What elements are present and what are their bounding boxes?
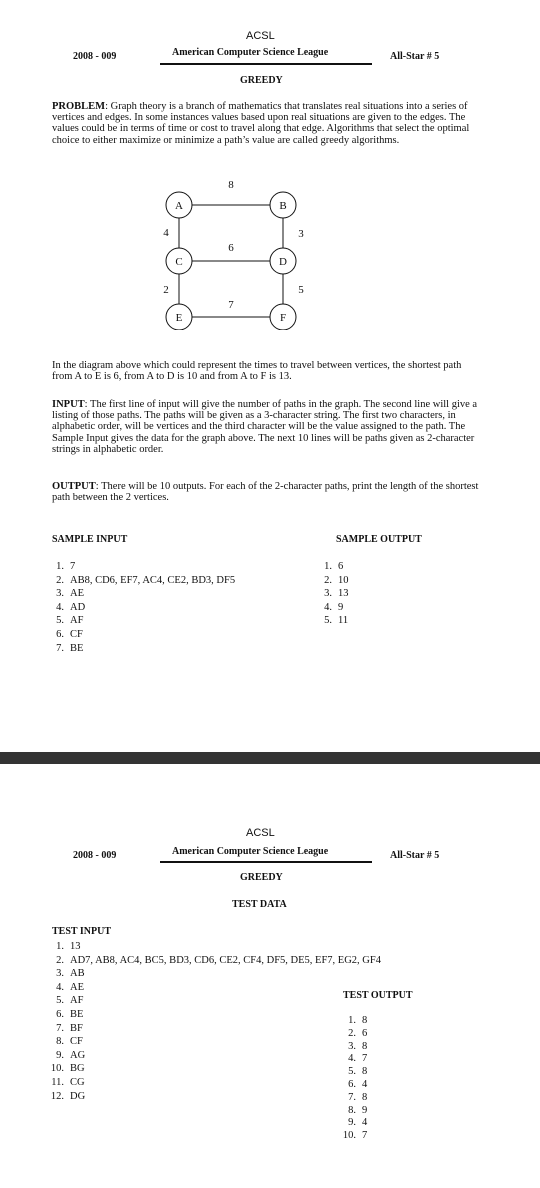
list-item: 4. AE: [56, 981, 84, 993]
test-input-heading: TEST INPUT: [52, 926, 112, 937]
input-label: INPUT: [52, 399, 85, 410]
list-item: 1. 8: [348, 1015, 368, 1026]
list-item: 3. 13: [324, 588, 349, 600]
weight-ac: 4: [163, 227, 169, 239]
list-item: 11. CG: [51, 1076, 85, 1088]
acsl-brand: ACSL: [246, 30, 275, 42]
contest-label: All-Star # 5: [390, 51, 440, 62]
list-item: 1. 6: [324, 561, 344, 572]
list-item: 4. AD: [56, 601, 86, 613]
test-data-title: TEST DATA: [232, 899, 287, 910]
list-item: 4. 9: [324, 601, 344, 613]
test-output-list: [340, 1015, 367, 1143]
test-output-heading: TEST OUTPUT: [343, 990, 413, 1001]
graph-diagram: [150, 170, 320, 330]
sample-output-heading: SAMPLE OUTPUT: [336, 534, 422, 545]
test-input-list: [48, 940, 381, 1103]
weight-ce: 2: [163, 284, 169, 296]
list-item: 7. BF: [56, 1022, 83, 1034]
weight-ef: 7: [228, 299, 234, 311]
weight-bd: 3: [298, 228, 304, 240]
sample-input-heading: SAMPLE INPUT: [52, 534, 128, 545]
node-label-a: A: [175, 200, 183, 212]
node-label-f: F: [279, 312, 287, 324]
problem-text: : Graph theory is a branch of mathematics that translates real situations into a series of vertices and edges. In some instances values based upon real situations are given to the edges. The values could be in terms of time or cost to travel along that edge. Algorithms that select the optimal choice to either maximize or minimize a path’s value are called greedy algorithms.: [52, 101, 470, 146]
topic-title: GREEDY: [240, 75, 283, 86]
list-item: 1. 13: [56, 941, 81, 952]
org-title: American Computer Science League: [172, 846, 329, 857]
list-item: 7. BE: [56, 642, 84, 654]
list-item: 2. AB8, CD6, EF7, AC4, CE2, BD3, DF5: [56, 574, 236, 586]
node-label-c: C: [175, 256, 183, 268]
list-item: 9. 4: [348, 1117, 368, 1129]
diagram-paragraph: In the diagram above which could represent the times to travel between vertices, the shortest path from A to E is 6, from A to D is 10 and from A to F is 13.: [52, 360, 462, 383]
output-paragraph: [52, 481, 482, 503]
input-paragraph: [52, 399, 482, 455]
weight-df: 5: [298, 284, 304, 296]
list-item: 5. 8: [348, 1066, 368, 1078]
org-title: American Computer Science League: [172, 47, 329, 58]
year-label: 2008 - 009: [73, 850, 117, 861]
list-item: 2. AD7, AB8, AC4, BC5, BD3, CD6, CE2, CF4, DF5, DE5, EF7, EG2, GF4: [56, 954, 381, 966]
list-item: 6. BE: [56, 1008, 84, 1020]
list-item: 8. CF: [56, 1036, 83, 1048]
weight-cd: 6: [228, 242, 234, 254]
input-text: : The first line of input will give the number of paths in the graph. The second line will give a listing of those paths. The paths will be given as a 3-character string. The first two characters, in alphabetic order, will be vertices and the third character will be the value assigned to the path. The Sample Input gives the data for the graph above. The next 10 lines will be paths given as 2-character strings in alphabetic order.: [52, 399, 478, 455]
node-label-e: E: [175, 312, 183, 324]
list-item: 1. 7: [56, 561, 76, 572]
output-label: OUTPUT: [52, 481, 96, 492]
list-item: 3. AB: [56, 968, 85, 980]
year-label: 2008 - 009: [73, 51, 117, 62]
list-item: 5. AF: [56, 995, 84, 1007]
header-rule: [160, 63, 372, 65]
list-item: 4. 7: [348, 1053, 368, 1065]
list-item: 12. DG: [50, 1090, 86, 1102]
page-divider: [0, 752, 540, 764]
list-item: 3. 8: [348, 1040, 368, 1052]
list-item: 5. AF: [56, 615, 84, 627]
list-item: 8. 9: [348, 1104, 368, 1116]
list-item: 2. 10: [324, 574, 349, 586]
sample-input-list: [48, 560, 235, 655]
output-text: : There will be 10 outputs. For each of the 2-character paths, print the length of the shortest path between the 2 vertices.: [52, 481, 479, 504]
node-label-d: D: [279, 256, 287, 268]
acsl-brand: ACSL: [246, 827, 275, 839]
list-item: 7. 8: [348, 1091, 368, 1103]
list-item: 6. 4: [348, 1078, 368, 1090]
contest-label: All-Star # 5: [390, 850, 440, 861]
list-item: 9. AG: [56, 1049, 86, 1061]
weight-ab: 8: [228, 179, 234, 191]
list-item: 6. CF: [56, 628, 83, 640]
list-item: 3. AE: [56, 588, 84, 600]
header-rule: [160, 861, 372, 863]
list-item: 10. 7: [342, 1130, 368, 1142]
sample-output-list: [316, 560, 349, 628]
problem-paragraph: [52, 101, 482, 146]
node-label-b: B: [279, 200, 287, 212]
topic-title: GREEDY: [240, 872, 283, 883]
list-item: 2. 6: [348, 1027, 368, 1039]
list-item: 10. BG: [50, 1063, 85, 1075]
problem-label: PROBLEM: [52, 101, 106, 112]
list-item: 5. 11: [324, 615, 349, 627]
